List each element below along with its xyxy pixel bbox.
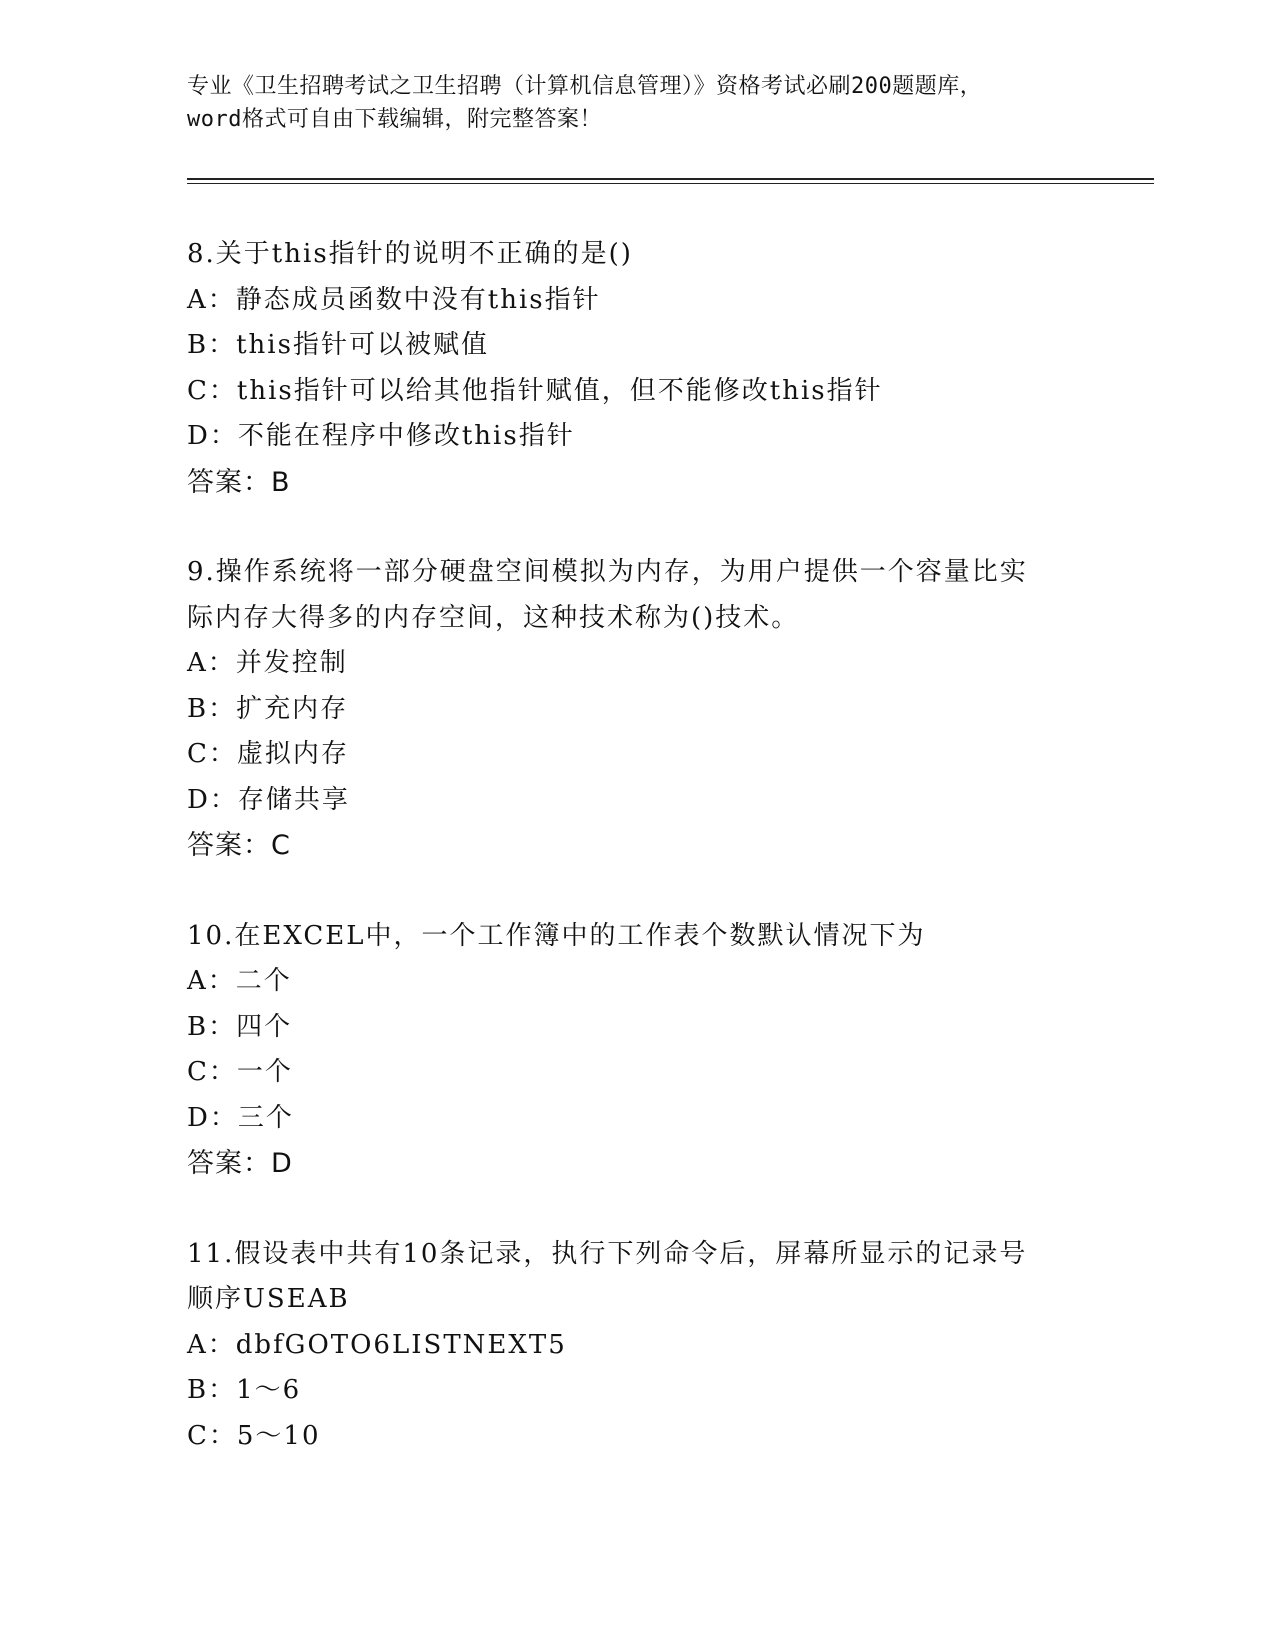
answer-label: 答案：D (187, 1148, 293, 1179)
question-stem: 10.在EXCEL中，一个工作簿中的工作表个数默认情况下为 (187, 920, 926, 951)
question-list (187, 232, 1147, 1459)
option-c: C：虚拟内存 (187, 739, 349, 769)
question-11 (187, 1232, 1147, 1460)
answer-label: 答案：B (187, 466, 291, 498)
header-line-1: 专业《卫生招聘考试之卫生招聘（计算机信息管理）》资格考试必刷200题题库， (187, 74, 983, 99)
question-stem-continued: 顺序USEAB (187, 1284, 350, 1314)
question-spacer (187, 869, 1147, 914)
option-d: D：三个 (187, 1102, 294, 1133)
answer-label: 答案：C (187, 830, 291, 861)
option-a: A：二个 (187, 966, 292, 996)
question-stem: 11.假设表中共有10条记录，执行下列命令后，屏幕所显示的记录号 (187, 1238, 1028, 1269)
header-divider-thin (187, 183, 1154, 184)
option-d: D：存储共享 (187, 784, 350, 815)
question-stem: 9.操作系统将一部分硬盘空间模拟为内存，为用户提供一个容量比实 (187, 557, 1028, 587)
question-stem-continued: 际内存大得多的内存空间，这种技术称为()技术。 (187, 602, 800, 633)
option-c: C：this指针可以给其他指针赋值，但不能修改this指针 (187, 375, 883, 406)
option-b: B：扩充内存 (187, 693, 349, 724)
question-8 (187, 232, 1147, 505)
document-header (187, 70, 1087, 136)
option-b: B：四个 (187, 1011, 293, 1042)
option-c: C：5～10 (187, 1420, 321, 1451)
option-b: B：this指针可以被赋值 (187, 330, 489, 360)
question-stem: 8.关于this指针的说明不正确的是() (187, 239, 633, 269)
option-a: A：静态成员函数中没有this指针 (187, 284, 601, 315)
option-a: A：dbfGOTO6LISTNEXT5 (187, 1329, 567, 1360)
header-divider (187, 178, 1154, 180)
option-c: C：一个 (187, 1057, 293, 1087)
option-d: D：不能在程序中修改this指针 (187, 421, 575, 451)
option-a: A：并发控制 (187, 648, 348, 678)
question-spacer (187, 505, 1147, 550)
question-spacer (187, 1187, 1147, 1232)
question-9 (187, 550, 1147, 869)
header-line-2: word格式可自由下载编辑，附完整答案！ (187, 107, 602, 132)
option-b: B：1～6 (187, 1375, 302, 1405)
question-10 (187, 914, 1147, 1187)
